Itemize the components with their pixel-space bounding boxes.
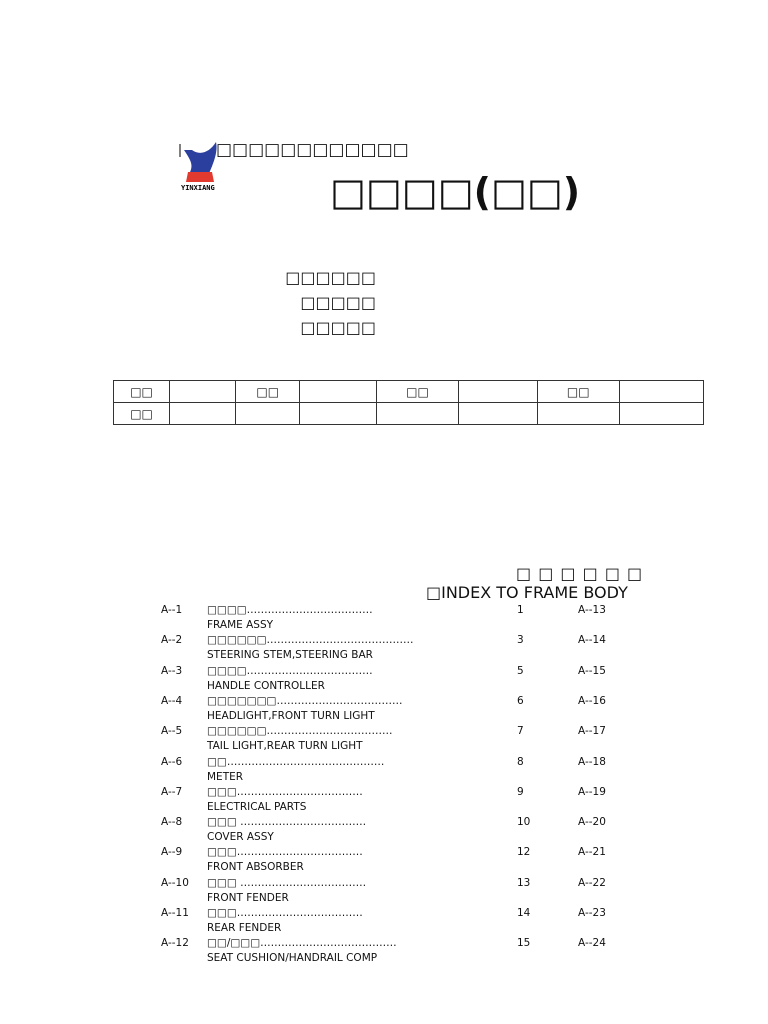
index-code: A--7 [161, 785, 183, 798]
sign-value [170, 403, 236, 425]
sign-value [300, 403, 377, 425]
index-code: A--4 [161, 694, 183, 707]
index-row [0, 786, 768, 816]
index-name-en: REAR FENDER [207, 922, 282, 934]
company-name: □□□□□□□□□□□□ [216, 140, 409, 160]
sign-value [458, 381, 537, 403]
index-name-en: ELECTRICAL PARTS [207, 800, 307, 813]
index-page: 12 [517, 846, 531, 859]
index-code: A--10 [161, 876, 189, 889]
index-code-secondary: A--13 [578, 604, 606, 616]
index-row [0, 665, 768, 695]
index-code: A--6 [161, 755, 183, 768]
document-title: □□□□(□□) [330, 170, 581, 214]
index-code-secondary: A--15 [578, 664, 606, 677]
sign-label: □□ [377, 381, 458, 403]
index-name-en: FRAME ASSY [207, 619, 274, 631]
index-row [0, 604, 768, 634]
index-row [0, 877, 768, 907]
index-name-cn: □□□ ……………………………… [207, 876, 367, 889]
index-code: A--12 [161, 937, 189, 950]
index-page: 3 [517, 634, 524, 647]
index-name-cn: □□□……………………………… [207, 785, 363, 798]
index-code: A--9 [161, 846, 183, 859]
index-name-en: SEAT CUSHION/HANDRAIL COMP [207, 952, 378, 965]
index-code: A--3 [161, 664, 183, 677]
index-page: 15 [517, 937, 531, 950]
index-name-cn: □□□□……………………………… [207, 664, 373, 677]
sign-value [300, 381, 377, 403]
sign-label: □□ [236, 381, 300, 403]
sign-value [619, 381, 703, 403]
index-name-cn: □□……………………………………… [207, 755, 385, 768]
index-name-en: METER [207, 770, 244, 783]
index-name-en: FRONT ABSORBER [207, 861, 304, 874]
index-code-secondary: A--17 [578, 725, 606, 738]
index-code-secondary: A--14 [578, 634, 606, 647]
index-page: 10 [517, 816, 531, 829]
index-code: A--8 [161, 816, 183, 829]
meta-line-2: □□□□□ [300, 293, 376, 312]
index-title-cn: □ □ □ □ □ □ [516, 564, 644, 583]
index-code-secondary: A--18 [578, 755, 606, 768]
index-code: A--5 [161, 725, 183, 738]
index-code-secondary: A--19 [578, 785, 606, 798]
index-name-en: HANDLE CONTROLLER [207, 679, 325, 692]
sign-value [619, 403, 703, 425]
index-name-cn: □□□□□□……………………………… [207, 725, 393, 738]
index-page: 1 [517, 604, 524, 616]
index-name-en: HEADLIGHT,FRONT TURN LIGHT [207, 709, 375, 722]
sign-value [537, 403, 619, 425]
index-code-secondary: A--21 [578, 846, 606, 859]
index-code: A--2 [161, 634, 183, 647]
sign-label: □□ [537, 381, 619, 403]
index-code-secondary: A--22 [578, 876, 606, 889]
index-page: 7 [517, 725, 524, 738]
index-row [0, 725, 768, 755]
index-page: 5 [517, 664, 524, 677]
index-name-cn: □□□……………………………… [207, 846, 363, 859]
index-name-cn: □□/□□□………………………………… [207, 937, 397, 950]
index-page: 6 [517, 694, 524, 707]
index-name-en: STEERING STEM,STEERING BAR [207, 649, 373, 662]
svg-text:YINXIANG: YINXIANG [181, 184, 215, 192]
index-code: A--11 [161, 907, 189, 919]
index-page: 14 [517, 907, 531, 919]
index-row [0, 846, 768, 876]
index-page: 13 [517, 876, 531, 889]
signature-table [113, 380, 704, 425]
index-name-cn: □□□□□□…………………………………… [207, 634, 414, 647]
index-code-secondary: A--24 [578, 937, 606, 950]
meta-line-3: □□□□□ [300, 318, 376, 337]
meta-line-1: □□□□□□ [285, 268, 376, 287]
index-row [0, 907, 768, 937]
index-name-cn: □□□□……………………………… [207, 604, 373, 616]
index-name-en: COVER ASSY [207, 831, 274, 844]
index-row [0, 816, 768, 846]
sign-label: □□ [114, 403, 170, 425]
index-row [0, 634, 768, 664]
index-row [0, 695, 768, 725]
index-code-secondary: A--23 [578, 907, 606, 919]
index-row [0, 937, 768, 967]
sign-value [377, 403, 458, 425]
sign-value [458, 403, 537, 425]
index-name-en: TAIL LIGHT,REAR TURN LIGHT [207, 740, 363, 753]
sign-label: □□ [114, 381, 170, 403]
index-page: 9 [517, 785, 524, 798]
index-name-cn: □□□□□□□……………………………… [207, 694, 403, 707]
index-name-cn: □□□……………………………… [207, 907, 363, 919]
index-title-en: □INDEX TO FRAME BODY [426, 583, 628, 602]
index-row [0, 756, 768, 786]
index-name-en: FRONT FENDER [207, 891, 289, 904]
sign-value [170, 381, 236, 403]
index-name-cn: □□□ ……………………………… [207, 816, 367, 829]
index-code: A--1 [161, 604, 183, 616]
index-code-secondary: A--16 [578, 694, 606, 707]
index-code-secondary: A--20 [578, 816, 606, 829]
sign-value [236, 403, 300, 425]
signature-row-1 [114, 381, 704, 403]
signature-row-2 [114, 403, 704, 425]
index-page: 8 [517, 755, 524, 768]
